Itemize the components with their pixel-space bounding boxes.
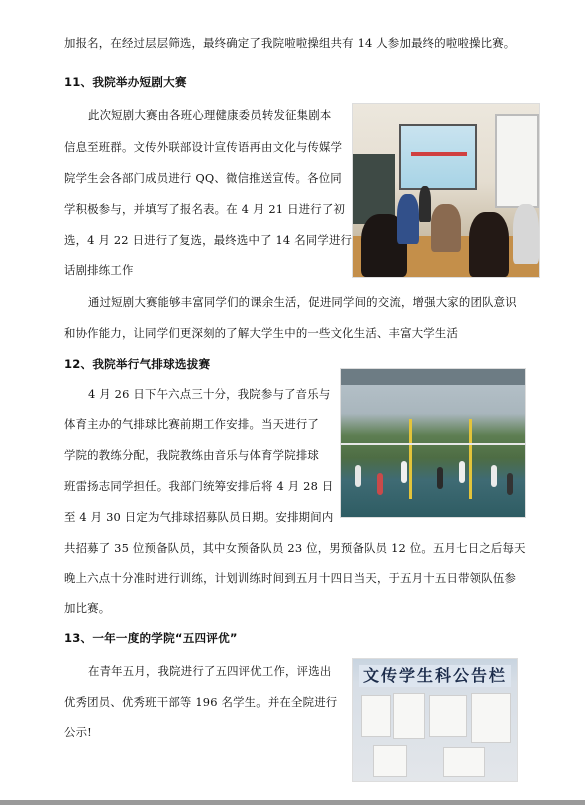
volleyball-net	[341, 443, 525, 445]
posted-notice	[443, 747, 485, 777]
posted-notice	[429, 695, 467, 737]
section-11-line: 此次短剧大赛由各班心理健康委员转发征集剧本	[88, 108, 332, 122]
player-figure	[437, 467, 443, 489]
section-12-line: 至 4 月 30 日定为气排球招募队员日期。安排期间内	[64, 510, 334, 524]
player-figure	[491, 465, 497, 487]
section-12-line: 晚上六点十分准时进行训练，计划训练时间到五月十四日当天，于五月十五日带领队伍参	[64, 571, 517, 585]
section-11-heading: 11、我院举办短剧大赛	[64, 75, 187, 89]
section-11-line: 话剧排练工作	[64, 263, 134, 277]
player-figure	[507, 473, 513, 495]
section-12-line: 加比赛。	[64, 601, 111, 615]
volleyball-court-photo	[340, 368, 526, 518]
section-11-line: 学积极参与，并填写了报名表。在 4 月 21 日进行了初	[64, 202, 346, 216]
posted-notice	[393, 693, 425, 739]
net-pole	[469, 419, 472, 499]
player-figure	[459, 461, 465, 483]
court-roof	[341, 369, 525, 385]
section-11-paragraph-2: 通过短剧大赛能够丰富同学们的课余生活，促进同学间的交流，增强大家的团队意识	[88, 295, 517, 309]
section-12-line: 4 月 26 日下午六点三十分，我院参与了音乐与	[88, 387, 331, 401]
classroom-photo	[352, 103, 540, 278]
bulletin-board-photo	[352, 658, 518, 782]
projector-screen	[399, 124, 477, 190]
intro-paragraph-tail: 加报名，在经过层层筛选，最终确定了我院啦啦操组共有 14 人参加最终的啦啦操比赛。	[64, 36, 516, 50]
section-13-heading: 13、一年一度的学院“五四评优”	[64, 631, 238, 645]
player-figure	[355, 465, 361, 487]
page-bottom-bar	[0, 800, 585, 805]
posted-notice	[471, 693, 511, 743]
section-12-line: 学院的教练分配，我院教练由音乐与体育学院排球	[64, 448, 319, 462]
bulletin-sign: 文传学生科公告栏	[359, 665, 511, 687]
audience-figure	[431, 204, 461, 252]
section-12-heading: 12、我院举行气排球选拔赛	[64, 357, 211, 371]
section-11-line: 信息至班群。文传外联部设计宣传语再由文化与传媒学	[64, 140, 343, 154]
section-12-line: 体育主办的气排球比赛前期工作安排。当天进行了	[64, 417, 319, 431]
section-13-line: 在青年五月，我院进行了五四评优工作，评选出	[88, 664, 332, 678]
posted-notice	[361, 695, 391, 737]
section-13-line: 公示!	[64, 725, 92, 739]
section-12-line: 班雷扬志同学担任。我部门统筹安排后将 4 月 28 日	[64, 479, 334, 493]
section-11-line: 院学生会各部门成员进行 QQ、微信推送宣传。各位同	[64, 171, 342, 185]
player-figure	[377, 473, 383, 495]
player-figure	[401, 461, 407, 483]
section-11-paragraph-2: 和协作能力，让同学们更深刻的了解大学生中的一些文化生活、丰富大学生活	[64, 326, 459, 340]
presenter-figure	[419, 186, 431, 222]
audience-figure	[397, 194, 419, 244]
audience-figure	[469, 212, 509, 277]
net-pole	[409, 419, 412, 499]
section-13-line: 优秀团员、优秀班干部等 196 名学生。并在全院进行	[64, 695, 338, 709]
posted-notice	[373, 745, 407, 777]
audience-figure	[513, 204, 539, 264]
section-11-line: 选，4 月 22 日进行了复选，最终选中了 14 名同学进行	[64, 233, 353, 247]
section-12-line: 共招募了 35 位预备队员，其中女预备队员 23 位，男预备队员 12 位。五月七日之后每天	[64, 541, 526, 555]
classroom-window	[495, 114, 539, 208]
